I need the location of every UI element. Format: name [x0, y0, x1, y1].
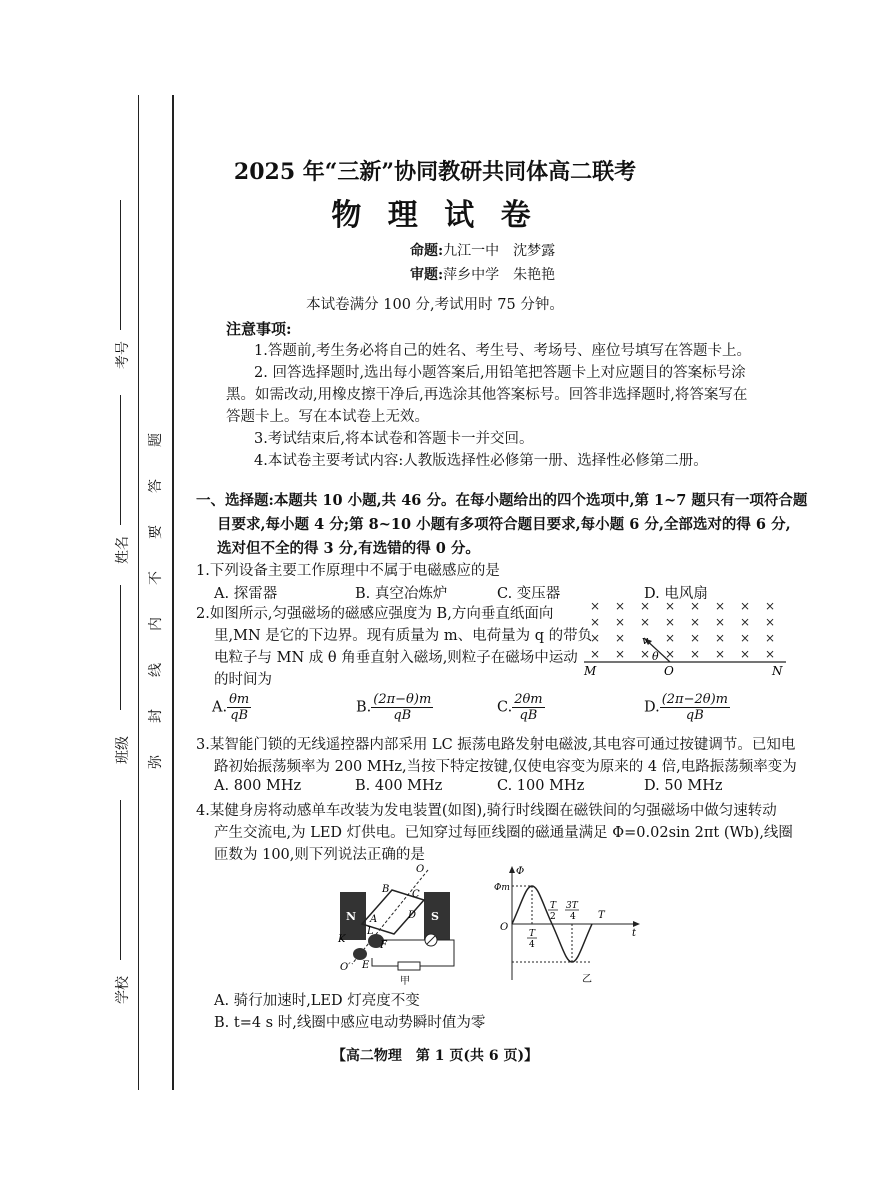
- option-letter: A.: [212, 699, 228, 716]
- field-cross: ×: [715, 631, 726, 645]
- numerator: θm: [229, 692, 250, 707]
- field-cross: ×: [665, 631, 676, 645]
- label-t: t: [632, 928, 637, 939]
- exam-title: 2025 年“三新”协同教研共同体高二联考: [233, 159, 637, 185]
- resistor: [398, 962, 420, 970]
- q3-option-c: C. 100 MHz: [497, 778, 585, 794]
- field-cross: ×: [765, 615, 776, 629]
- field-cross: ×: [690, 599, 701, 613]
- q4-stem: 产生交流电,为 LED 灯供电。已知穿过每匝线圈的磁通量满足 Φ=0.02sin 2πt (Wb),线圈: [214, 825, 793, 841]
- field-cross: ×: [715, 599, 726, 613]
- school-label: 学校: [115, 976, 131, 1004]
- field-cross: ×: [715, 615, 726, 629]
- tick-t4-den: 4: [529, 940, 535, 950]
- q1-option-a: A. 探雷器: [214, 586, 278, 602]
- option-letter: C.: [497, 699, 513, 716]
- y-arrow: [509, 866, 515, 873]
- q2-option-d: [644, 692, 730, 723]
- q2-option-a: [212, 692, 251, 723]
- q1-stem: 1.下列设备主要工作原理中不属于电磁感应的是: [196, 563, 500, 579]
- field-cross: ×: [615, 647, 626, 661]
- field-cross: ×: [615, 631, 626, 645]
- q1-option-c: C. 变压器: [497, 586, 561, 602]
- notice-line: 答题卡上。写在本试卷上无效。: [226, 409, 429, 425]
- tick-3t4-num: 3T: [566, 901, 578, 911]
- q3-option-b: B. 400 MHz: [355, 778, 443, 794]
- option-letter: B.: [356, 699, 372, 716]
- label-e: E: [362, 960, 370, 971]
- field-cross: ×: [640, 615, 651, 629]
- numerator: (2π−2θ)m: [661, 692, 728, 707]
- denominator: qB: [685, 708, 704, 723]
- fraction: [512, 692, 544, 723]
- seal-char: 题: [148, 433, 164, 447]
- notice-line: 4.本试卷主要考试内容:人教版选择性必修第一册、选择性必修第二册。: [254, 453, 708, 469]
- numerator: 2θm: [514, 692, 543, 707]
- field-cross: ×: [690, 631, 701, 645]
- q1-option-d: D. 电风扇: [644, 586, 708, 602]
- reviewer-name: 萍乡中学 朱艳艳: [443, 267, 556, 283]
- field-cross: ×: [690, 615, 701, 629]
- field-cross: ×: [740, 647, 751, 661]
- label-phi: Φ: [516, 866, 525, 877]
- field-cross: ×: [740, 631, 751, 645]
- q2-option-c: [497, 692, 545, 723]
- field-cross: ×: [665, 647, 676, 661]
- q4-stem: 匝数为 100,则下列说法正确的是: [214, 847, 425, 863]
- q3-stem: 路初始振荡频率为 200 MHz,当按下特定按键,仅使电容变为原来的 4 倍,电路振荡频率变为: [214, 759, 797, 775]
- tick-t4-num: T: [529, 929, 536, 939]
- label-m: M: [584, 664, 597, 678]
- tick-t2-den: 2: [550, 912, 556, 922]
- q3-option-a: A. 800 MHz: [214, 778, 302, 794]
- q1-option-b: B. 真空冶炼炉: [355, 586, 448, 602]
- field-cross: ×: [765, 647, 776, 661]
- setter-line: [410, 240, 555, 260]
- section-heading: 选对但不全的得 3 分,有选错的得 0 分。: [217, 540, 480, 557]
- fraction: [227, 692, 251, 723]
- field-cross: ×: [740, 615, 751, 629]
- margin-line-outer: [138, 95, 139, 1090]
- field-cross: ×: [590, 647, 601, 661]
- notice-line: 黑。如需改动,用橡皮擦干净后,再选涂其他答案标号。回答非选择题时,将答案写在: [226, 387, 748, 403]
- label-o-top: O: [416, 864, 425, 875]
- field-cross: ×: [665, 599, 676, 613]
- section-heading: 一、选择题:本题共 10 小题,共 46 分。在每小题给出的四个选项中,第 1~7 题只有一项符合题: [196, 492, 808, 509]
- q3-option-d: D. 50 MHz: [644, 778, 723, 794]
- seal-char: 弥: [148, 755, 164, 769]
- field-cross: ×: [640, 599, 651, 613]
- label-d: D: [408, 910, 417, 921]
- field-cross: ×: [640, 647, 651, 661]
- seal-char: 答: [148, 479, 164, 493]
- label-c: C: [412, 889, 420, 900]
- field-cross: ×: [690, 647, 701, 661]
- q4-option-a: A. 骑行加速时,LED 灯亮度不变: [214, 993, 420, 1009]
- field-cross: ×: [615, 599, 626, 613]
- seal-char: 不: [148, 571, 164, 585]
- margin-line-inner: [172, 95, 174, 1090]
- fraction: [371, 692, 433, 723]
- label-theta: θ: [652, 650, 659, 663]
- label-v: v: [642, 634, 649, 647]
- field-cross: ×: [590, 599, 601, 613]
- q2-stem: 电粒子与 MN 成 θ 角垂直射入磁场,则粒子在磁场中运动: [214, 650, 578, 666]
- label-f: F: [380, 940, 387, 951]
- option-letter: D.: [644, 699, 660, 716]
- label-b: B: [382, 884, 390, 895]
- tick-3t4-den: 4: [570, 912, 576, 922]
- label-l: L: [367, 926, 374, 937]
- field-cross: ×: [590, 615, 601, 629]
- q2-field-figure: [580, 598, 800, 678]
- field-cross: ×: [615, 615, 626, 629]
- reviewer-line: [410, 264, 555, 284]
- setter-label: 命题:: [410, 243, 444, 259]
- denominator: qB: [393, 708, 412, 723]
- q2-option-b: [356, 692, 433, 723]
- setter-name: 九江一中 沈梦露: [443, 243, 556, 259]
- generator-figure: [332, 862, 472, 987]
- label-n: N: [346, 910, 357, 923]
- x-arrow: [633, 921, 640, 927]
- denominator: qB: [230, 708, 249, 723]
- seal-char: 线: [148, 663, 164, 677]
- class-blank: [120, 585, 121, 710]
- q4-option-b: B. t=4 s 时,线圈中感应电动势瞬时值为零: [214, 1015, 486, 1031]
- name-label: 姓名: [115, 536, 131, 564]
- field-cross: ×: [665, 615, 676, 629]
- section-heading: 目要求,每小题 4 分;第 8~10 小题有多项符合题目要求,每小题 6 分,全部选对的得 6 分,: [217, 516, 791, 533]
- school-blank: [120, 800, 121, 960]
- label-s: S: [431, 910, 439, 923]
- notice-line: 2. 回答选择题时,选出每小题答案后,用铅笔把答题卡上对应题目的答案标号涂: [254, 365, 746, 381]
- page-footer: 【高二物理 第 1 页(共 6 页)】: [331, 1048, 539, 1064]
- label-k: K: [338, 934, 346, 945]
- q2-stem: 里,MN 是它的下边界。现有质量为 m、电荷量为 q 的带负: [214, 628, 593, 644]
- seal-char: 内: [148, 617, 164, 631]
- notice-line: 3.考试结束后,将本试卷和答题卡一并交回。: [254, 431, 534, 447]
- tick-t: T: [598, 910, 605, 921]
- field-cross: ×: [740, 599, 751, 613]
- q2-stem: 2.如图所示,匀强磁场的磁感应强度为 B,方向垂直纸面向: [196, 606, 554, 622]
- class-label: 班级: [115, 736, 131, 764]
- label-phim: Φm: [494, 883, 510, 893]
- label-o-bottom: O′: [340, 962, 351, 973]
- q2-stem: 的时间为: [214, 672, 272, 688]
- fraction: [660, 692, 730, 723]
- score-info: 本试卷满分 100 分,考试用时 75 分钟。: [306, 297, 564, 313]
- q3-stem: 3.某智能门锁的无线遥控器内部采用 LC 振荡电路发射电磁波,其电容可通过按键调节。已知电: [196, 737, 796, 753]
- slip-ring: [353, 948, 367, 960]
- subject-title: 物 理 试 卷: [331, 198, 539, 233]
- exam-no-label: 考号: [115, 341, 131, 369]
- field-cross: ×: [765, 631, 776, 645]
- caption-yi: 乙: [582, 974, 592, 985]
- field-cross: ×: [590, 631, 601, 645]
- tick-t2-num: T: [550, 901, 557, 911]
- notice-heading: 注意事项:: [226, 320, 292, 338]
- field-cross: ×: [715, 647, 726, 661]
- label-a: A: [370, 914, 378, 925]
- seal-char: 要: [148, 525, 164, 539]
- label-o: O: [664, 664, 674, 678]
- notice-line: 1.答题前,考生务必将自己的姓名、考生号、考场号、座位号填写在答题卡上。: [254, 343, 751, 359]
- caption-jia: 甲: [400, 976, 410, 987]
- denominator: qB: [519, 708, 538, 723]
- label-origin: O: [500, 922, 509, 933]
- reviewer-label: 审题:: [410, 267, 444, 283]
- field-cross: ×: [765, 599, 776, 613]
- label-n: N: [772, 664, 783, 678]
- flux-graph: [492, 862, 642, 987]
- name-blank-top: [120, 395, 121, 525]
- seal-char: 封: [148, 709, 164, 723]
- q4-stem: 4.某健身房将动感单车改装为发电装置(如图),骑行时线圈在磁铁间的匀强磁场中做匀速转动: [196, 803, 777, 819]
- numerator: (2π−θ)m: [373, 692, 432, 707]
